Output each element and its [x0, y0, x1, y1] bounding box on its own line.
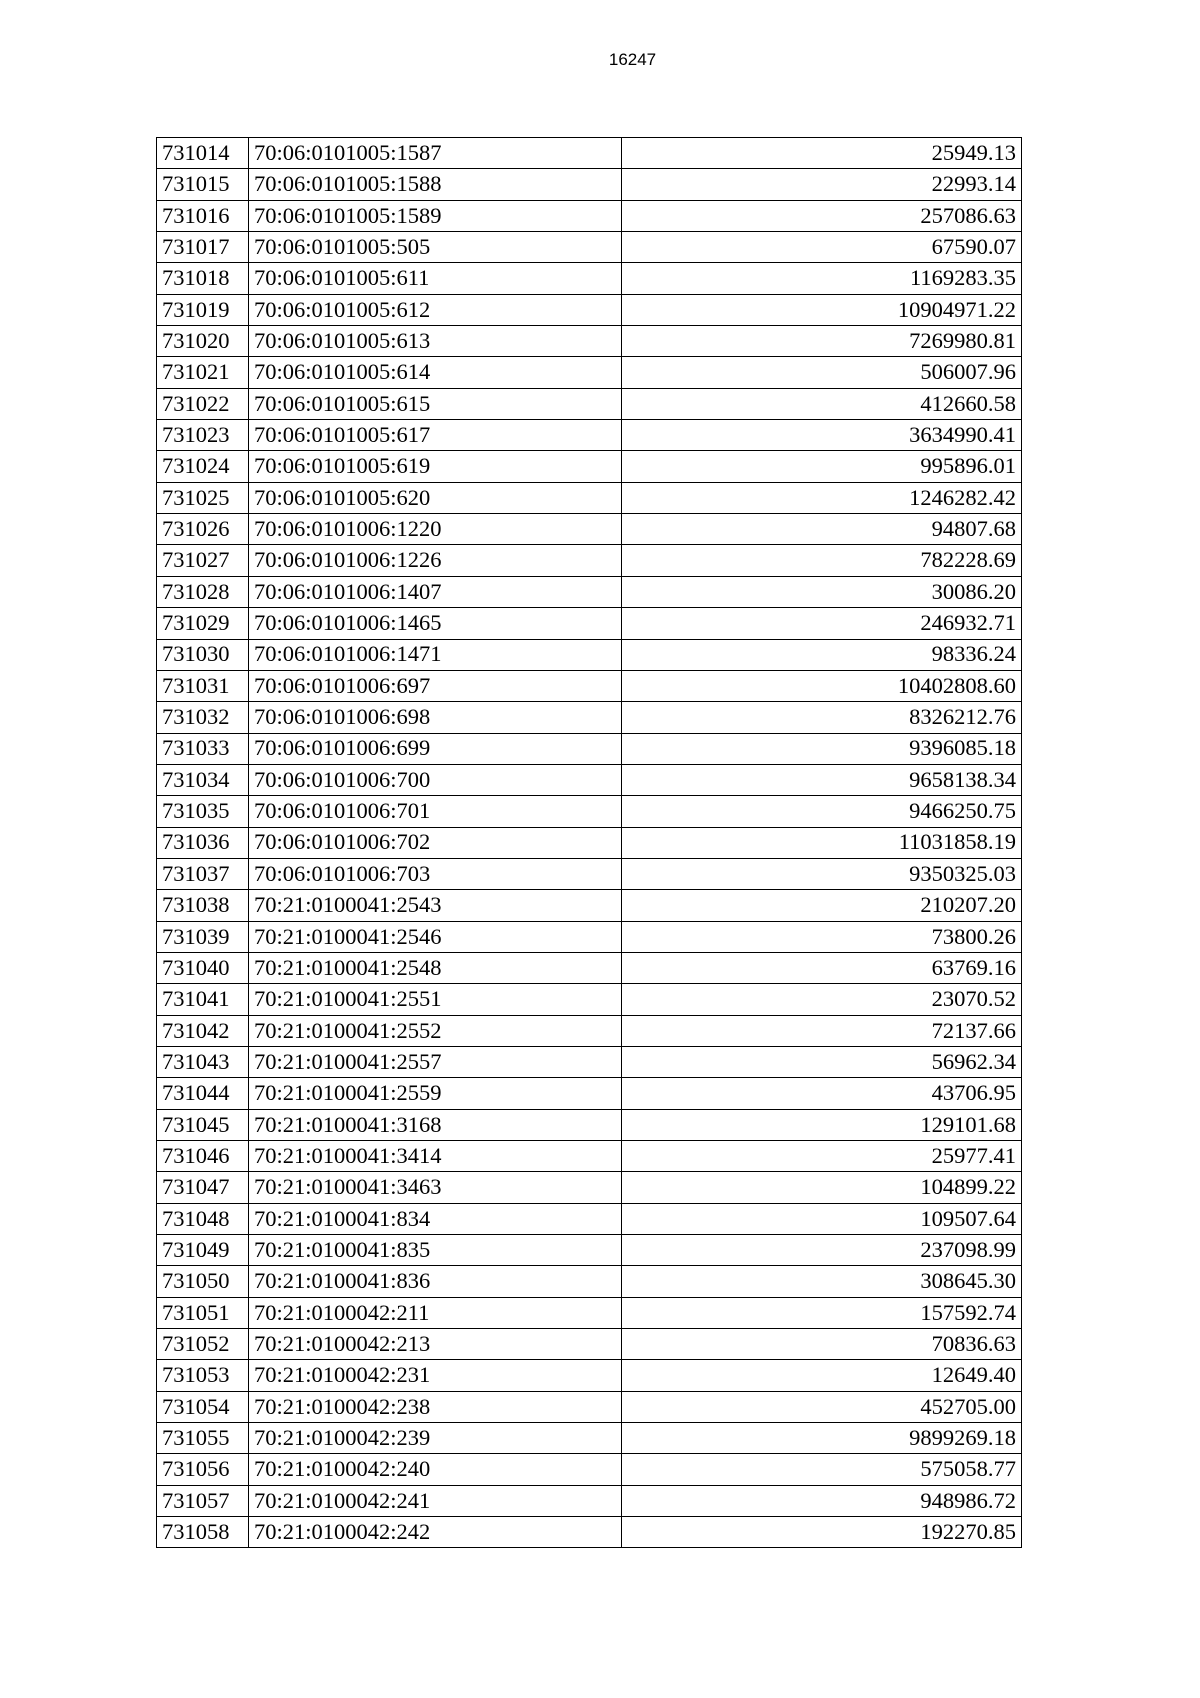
cadastral-value-cell: 157592.74: [622, 1297, 1022, 1328]
row-number-cell: 731024: [157, 451, 249, 482]
row-number-cell: 731041: [157, 984, 249, 1015]
cadastral-value-cell: 10402808.60: [622, 670, 1022, 701]
table-row: [157, 576, 1022, 607]
row-number-cell: 731026: [157, 514, 249, 545]
cadastral-value-cell: 1246282.42: [622, 482, 1022, 513]
cadastral-value-cell: 73800.26: [622, 921, 1022, 952]
cadastral-value-cell: 1169283.35: [622, 263, 1022, 294]
cadastral-number-cell: 70:06:0101006:1226: [249, 545, 622, 576]
row-number-cell: 731028: [157, 576, 249, 607]
cadastral-number-cell: 70:21:0100042:241: [249, 1485, 622, 1516]
row-number-cell: 731052: [157, 1329, 249, 1360]
cadastral-value-cell: 237098.99: [622, 1235, 1022, 1266]
row-number-cell: 731038: [157, 890, 249, 921]
cadastral-value-cell: 7269980.81: [622, 326, 1022, 357]
row-number-cell: 731030: [157, 639, 249, 670]
cadastral-number-cell: 70:06:0101006:702: [249, 827, 622, 858]
cadastral-value-cell: 246932.71: [622, 608, 1022, 639]
cadastral-number-cell: 70:21:0100041:2543: [249, 890, 622, 921]
cadastral-number-cell: 70:06:0101005:1589: [249, 200, 622, 231]
cadastral-value-cell: 56962.34: [622, 1046, 1022, 1077]
cadastral-number-cell: 70:06:0101005:614: [249, 357, 622, 388]
cadastral-number-cell: 70:06:0101005:612: [249, 294, 622, 325]
cadastral-value-cell: 22993.14: [622, 169, 1022, 200]
cadastral-number-cell: 70:21:0100041:3168: [249, 1109, 622, 1140]
cadastral-value-cell: 67590.07: [622, 232, 1022, 263]
cadastral-value-cell: 11031858.19: [622, 827, 1022, 858]
table-row: [157, 890, 1022, 921]
cadastral-value-cell: 23070.52: [622, 984, 1022, 1015]
table-row: [157, 796, 1022, 827]
row-number-cell: 731032: [157, 702, 249, 733]
table-row: [157, 294, 1022, 325]
table-row: [157, 545, 1022, 576]
cadastral-number-cell: 70:06:0101006:1465: [249, 608, 622, 639]
cadastral-number-cell: 70:21:0100041:2546: [249, 921, 622, 952]
table-row: [157, 733, 1022, 764]
row-number-cell: 731042: [157, 1015, 249, 1046]
row-number-cell: 731029: [157, 608, 249, 639]
row-number-cell: 731057: [157, 1485, 249, 1516]
table-row: [157, 138, 1022, 169]
table-row: [157, 1391, 1022, 1422]
cadastral-number-cell: 70:06:0101006:700: [249, 764, 622, 795]
cadastral-number-cell: 70:06:0101005:617: [249, 420, 622, 451]
row-number-cell: 731022: [157, 388, 249, 419]
cadastral-number-cell: 70:21:0100042:213: [249, 1329, 622, 1360]
row-number-cell: 731051: [157, 1297, 249, 1328]
row-number-cell: 731035: [157, 796, 249, 827]
cadastral-number-cell: 70:21:0100041:836: [249, 1266, 622, 1297]
table-row: [157, 1235, 1022, 1266]
table-row: [157, 1485, 1022, 1516]
row-number-cell: 731021: [157, 357, 249, 388]
cadastral-value-cell: 8326212.76: [622, 702, 1022, 733]
cadastral-value-cell: 129101.68: [622, 1109, 1022, 1140]
cadastral-value-cell: 257086.63: [622, 200, 1022, 231]
table-row: [157, 482, 1022, 513]
row-number-cell: 731044: [157, 1078, 249, 1109]
table-row: [157, 1203, 1022, 1234]
cadastral-number-cell: 70:21:0100041:2548: [249, 952, 622, 983]
cadastral-number-cell: 70:06:0101006:1407: [249, 576, 622, 607]
row-number-cell: 731037: [157, 858, 249, 889]
table-row: [157, 608, 1022, 639]
row-number-cell: 731043: [157, 1046, 249, 1077]
cadastral-value-cell: 63769.16: [622, 952, 1022, 983]
cadastral-value-cell: 70836.63: [622, 1329, 1022, 1360]
table-row: [157, 514, 1022, 545]
cadastral-value-cell: 506007.96: [622, 357, 1022, 388]
row-number-cell: 731018: [157, 263, 249, 294]
cadastral-value-cell: 109507.64: [622, 1203, 1022, 1234]
row-number-cell: 731016: [157, 200, 249, 231]
cadastral-number-cell: 70:21:0100041:2557: [249, 1046, 622, 1077]
table-row: [157, 1015, 1022, 1046]
table-row: [157, 1297, 1022, 1328]
cadastral-value-cell: 3634990.41: [622, 420, 1022, 451]
table-row: [157, 1172, 1022, 1203]
cadastral-number-cell: 70:21:0100042:239: [249, 1423, 622, 1454]
cadastral-number-cell: 70:06:0101006:698: [249, 702, 622, 733]
cadastral-value-cell: 995896.01: [622, 451, 1022, 482]
cadastral-number-cell: 70:21:0100041:834: [249, 1203, 622, 1234]
table-row: [157, 326, 1022, 357]
cadastral-number-cell: 70:21:0100041:2559: [249, 1078, 622, 1109]
cadastral-number-cell: 70:21:0100041:2552: [249, 1015, 622, 1046]
row-number-cell: 731045: [157, 1109, 249, 1140]
cadastral-value-cell: 9658138.34: [622, 764, 1022, 795]
cadastral-value-cell: 43706.95: [622, 1078, 1022, 1109]
table-row: [157, 858, 1022, 889]
row-number-cell: 731048: [157, 1203, 249, 1234]
table-row: [157, 1360, 1022, 1391]
row-number-cell: 731040: [157, 952, 249, 983]
cadastral-number-cell: 70:06:0101006:701: [249, 796, 622, 827]
cadastral-value-cell: 452705.00: [622, 1391, 1022, 1422]
cadastral-value-cell: 94807.68: [622, 514, 1022, 545]
row-number-cell: 731055: [157, 1423, 249, 1454]
cadastral-number-cell: 70:21:0100041:835: [249, 1235, 622, 1266]
table-row: [157, 702, 1022, 733]
cadastral-number-cell: 70:21:0100042:231: [249, 1360, 622, 1391]
cadastral-value-cell: 192270.85: [622, 1517, 1022, 1548]
cadastral-number-cell: 70:06:0101005:619: [249, 451, 622, 482]
cadastral-value-cell: 25949.13: [622, 138, 1022, 169]
table-row: [157, 952, 1022, 983]
table-row: [157, 263, 1022, 294]
row-number-cell: 731049: [157, 1235, 249, 1266]
cadastral-number-cell: 70:06:0101005:1588: [249, 169, 622, 200]
cadastral-number-cell: 70:21:0100041:3414: [249, 1141, 622, 1172]
cadastral-number-cell: 70:06:0101005:615: [249, 388, 622, 419]
cadastral-number-cell: 70:06:0101006:699: [249, 733, 622, 764]
cadastral-value-table: [156, 137, 1022, 1548]
cadastral-number-cell: 70:21:0100042:238: [249, 1391, 622, 1422]
cadastral-value-cell: 72137.66: [622, 1015, 1022, 1046]
table-row: [157, 1423, 1022, 1454]
table-row: [157, 921, 1022, 952]
row-number-cell: 731054: [157, 1391, 249, 1422]
row-number-cell: 731027: [157, 545, 249, 576]
table-row: [157, 388, 1022, 419]
cadastral-value-cell: 98336.24: [622, 639, 1022, 670]
row-number-cell: 731023: [157, 420, 249, 451]
table-row: [157, 357, 1022, 388]
row-number-cell: 731058: [157, 1517, 249, 1548]
row-number-cell: 731031: [157, 670, 249, 701]
cadastral-value-cell: 782228.69: [622, 545, 1022, 576]
cadastral-number-cell: 70:21:0100042:242: [249, 1517, 622, 1548]
row-number-cell: 731039: [157, 921, 249, 952]
cadastral-value-cell: 9396085.18: [622, 733, 1022, 764]
table-body: [157, 138, 1022, 1548]
table-row: [157, 1329, 1022, 1360]
cadastral-number-cell: 70:06:0101006:703: [249, 858, 622, 889]
table-row: [157, 451, 1022, 482]
row-number-cell: 731056: [157, 1454, 249, 1485]
cadastral-number-cell: 70:21:0100041:2551: [249, 984, 622, 1015]
cadastral-value-cell: 12649.40: [622, 1360, 1022, 1391]
cadastral-value-cell: 948986.72: [622, 1485, 1022, 1516]
cadastral-value-cell: 308645.30: [622, 1266, 1022, 1297]
row-number-cell: 731025: [157, 482, 249, 513]
table-row: [157, 1141, 1022, 1172]
table-row: [157, 1454, 1022, 1485]
table-row: [157, 169, 1022, 200]
cadastral-number-cell: 70:06:0101005:613: [249, 326, 622, 357]
table-row: [157, 1109, 1022, 1140]
table-row: [157, 827, 1022, 858]
cadastral-value-cell: 104899.22: [622, 1172, 1022, 1203]
row-number-cell: 731019: [157, 294, 249, 325]
cadastral-value-cell: 25977.41: [622, 1141, 1022, 1172]
row-number-cell: 731017: [157, 232, 249, 263]
cadastral-number-cell: 70:06:0101005:620: [249, 482, 622, 513]
cadastral-number-cell: 70:21:0100042:211: [249, 1297, 622, 1328]
cadastral-value-cell: 30086.20: [622, 576, 1022, 607]
table-row: [157, 1517, 1022, 1548]
row-number-cell: 731015: [157, 169, 249, 200]
table-row: [157, 764, 1022, 795]
cadastral-value-cell: 575058.77: [622, 1454, 1022, 1485]
cadastral-number-cell: 70:06:0101005:1587: [249, 138, 622, 169]
cadastral-value-cell: 9350325.03: [622, 858, 1022, 889]
table-row: [157, 984, 1022, 1015]
cadastral-number-cell: 70:06:0101005:505: [249, 232, 622, 263]
cadastral-value-cell: 210207.20: [622, 890, 1022, 921]
cadastral-number-cell: 70:21:0100041:3463: [249, 1172, 622, 1203]
row-number-cell: 731046: [157, 1141, 249, 1172]
row-number-cell: 731020: [157, 326, 249, 357]
row-number-cell: 731034: [157, 764, 249, 795]
row-number-cell: 731050: [157, 1266, 249, 1297]
cadastral-number-cell: 70:06:0101006:1220: [249, 514, 622, 545]
table-row: [157, 639, 1022, 670]
table-row: [157, 670, 1022, 701]
cadastral-value-cell: 10904971.22: [622, 294, 1022, 325]
cadastral-number-cell: 70:06:0101006:697: [249, 670, 622, 701]
cadastral-number-cell: 70:21:0100042:240: [249, 1454, 622, 1485]
row-number-cell: 731014: [157, 138, 249, 169]
table-row: [157, 420, 1022, 451]
row-number-cell: 731036: [157, 827, 249, 858]
table-row: [157, 232, 1022, 263]
table-row: [157, 1266, 1022, 1297]
cadastral-value-cell: 9466250.75: [622, 796, 1022, 827]
table-row: [157, 200, 1022, 231]
row-number-cell: 731033: [157, 733, 249, 764]
cadastral-number-cell: 70:06:0101006:1471: [249, 639, 622, 670]
table-row: [157, 1046, 1022, 1077]
table-row: [157, 1078, 1022, 1109]
cadastral-value-cell: 412660.58: [622, 388, 1022, 419]
page-number: 16247: [608, 50, 657, 69]
cadastral-value-cell: 9899269.18: [622, 1423, 1022, 1454]
row-number-cell: 731047: [157, 1172, 249, 1203]
cadastral-number-cell: 70:06:0101005:611: [249, 263, 622, 294]
row-number-cell: 731053: [157, 1360, 249, 1391]
